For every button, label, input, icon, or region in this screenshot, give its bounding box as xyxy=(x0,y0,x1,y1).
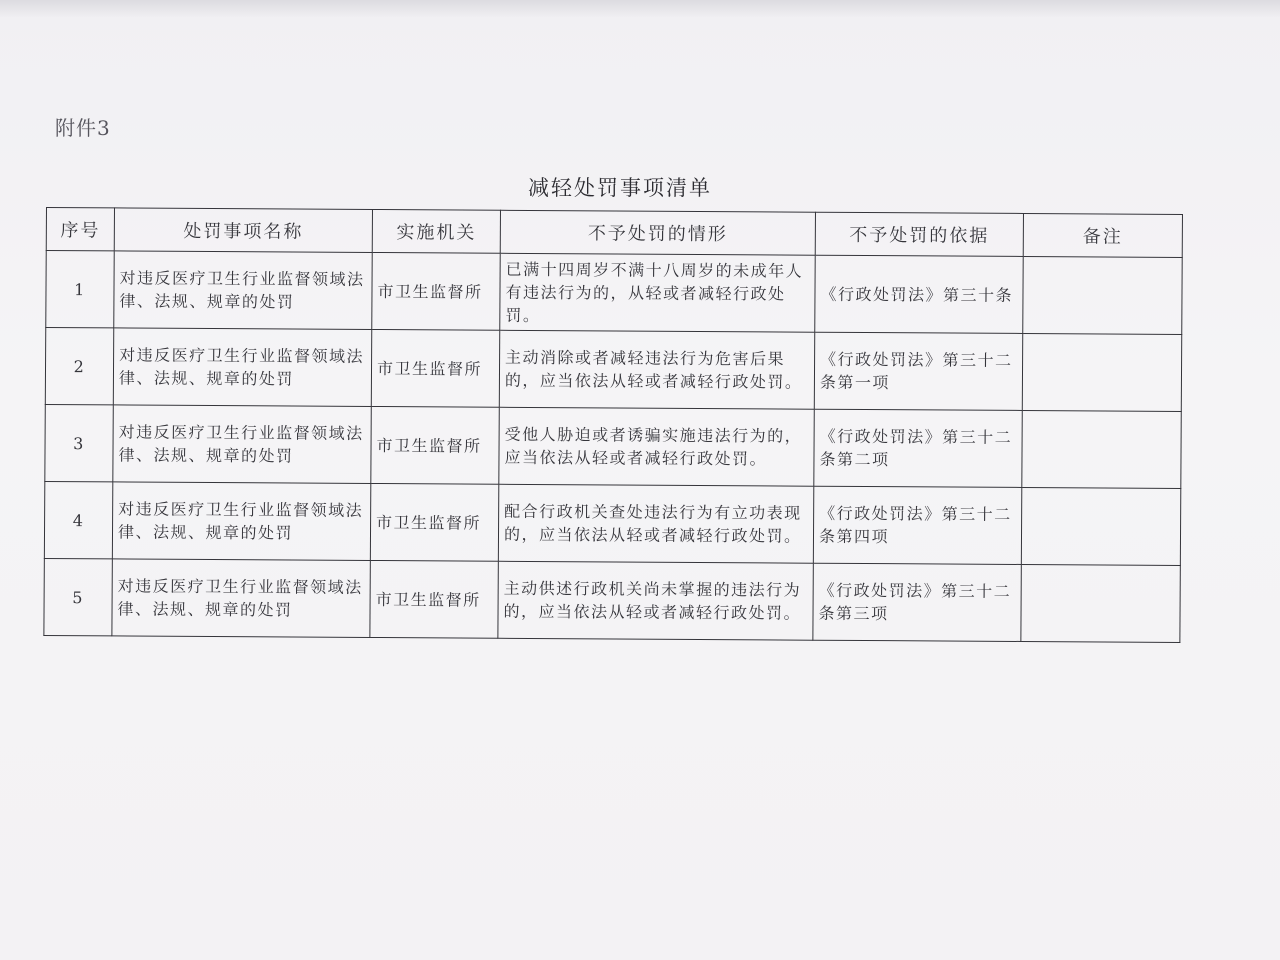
attachment-label: 附件3 xyxy=(55,116,111,140)
cell-item-name: 对违反医疗卫生行业监督领域法律、法规、规章的处罚 xyxy=(112,559,370,638)
table-row xyxy=(45,328,1181,412)
table-row xyxy=(44,558,1180,642)
cell-item-name: 对违反医疗卫生行业监督领域法律、法规、规章的处罚 xyxy=(112,482,370,561)
penalty-list-table xyxy=(43,207,1183,643)
table-header-row xyxy=(46,208,1182,258)
paper-fold-shadow xyxy=(0,0,1280,18)
header-item-name: 处罚事项名称 xyxy=(114,208,372,253)
cell-item-name: 对违反医疗卫生行业监督领域法律、法规、规章的处罚 xyxy=(113,328,371,407)
cell-situation: 配合行政机关查处违法行为有立功表现的，应当依法从轻或者减轻行政处罚。 xyxy=(498,484,813,563)
cell-note xyxy=(1023,256,1182,334)
cell-situation: 主动供述行政机关尚未掌握的违法行为的，应当依法从轻或者减轻行政处罚。 xyxy=(498,561,813,640)
cell-no: 1 xyxy=(46,251,114,328)
cell-item-name: 对违反医疗卫生行业监督领域法律、法规、规章的处罚 xyxy=(113,405,371,484)
header-agency: 实施机关 xyxy=(372,209,500,253)
cell-agency: 市卫生监督所 xyxy=(371,329,499,407)
cell-note xyxy=(1021,564,1180,642)
cell-agency: 市卫生监督所 xyxy=(372,252,500,330)
header-basis: 不予处罚的依据 xyxy=(815,212,1023,256)
document-title: 减轻处罚事项清单 xyxy=(528,176,712,200)
cell-basis: 《行政处罚法》第三十二条第四项 xyxy=(813,486,1021,564)
table-row xyxy=(46,251,1182,335)
cell-no: 5 xyxy=(44,558,112,635)
header-situation: 不予处罚的情形 xyxy=(500,210,815,255)
table-row xyxy=(44,481,1180,565)
cell-basis: 《行政处罚法》第三十二条第二项 xyxy=(814,409,1022,487)
cell-situation: 主动消除或者减轻违法行为危害后果的，应当依法从轻或者减轻行政处罚。 xyxy=(499,330,814,409)
cell-basis: 《行政处罚法》第三十二条第一项 xyxy=(814,332,1022,410)
cell-no: 2 xyxy=(45,328,113,405)
cell-no: 4 xyxy=(44,481,112,558)
cell-item-name: 对违反医疗卫生行业监督领域法律、法规、规章的处罚 xyxy=(114,251,372,330)
cell-no: 3 xyxy=(45,404,113,481)
cell-situation: 受他人胁迫或者诱骗实施违法行为的，应当依法从轻或者减轻行政处罚。 xyxy=(499,407,814,486)
cell-note xyxy=(1022,410,1181,488)
header-no: 序号 xyxy=(46,208,114,251)
cell-basis: 《行政处罚法》第三十条 xyxy=(815,255,1023,333)
cell-agency: 市卫生监督所 xyxy=(370,483,498,561)
cell-situation: 已满十四周岁不满十八周岁的未成年人有违法行为的，从轻或者减轻行政处罚。 xyxy=(500,253,815,332)
header-note: 备注 xyxy=(1023,213,1182,257)
table-row xyxy=(45,404,1181,488)
cell-agency: 市卫生监督所 xyxy=(371,406,499,484)
cell-basis: 《行政处罚法》第三十二条第三项 xyxy=(813,563,1021,641)
cell-note xyxy=(1022,333,1181,411)
cell-note xyxy=(1021,487,1180,565)
cell-agency: 市卫生监督所 xyxy=(370,560,498,638)
